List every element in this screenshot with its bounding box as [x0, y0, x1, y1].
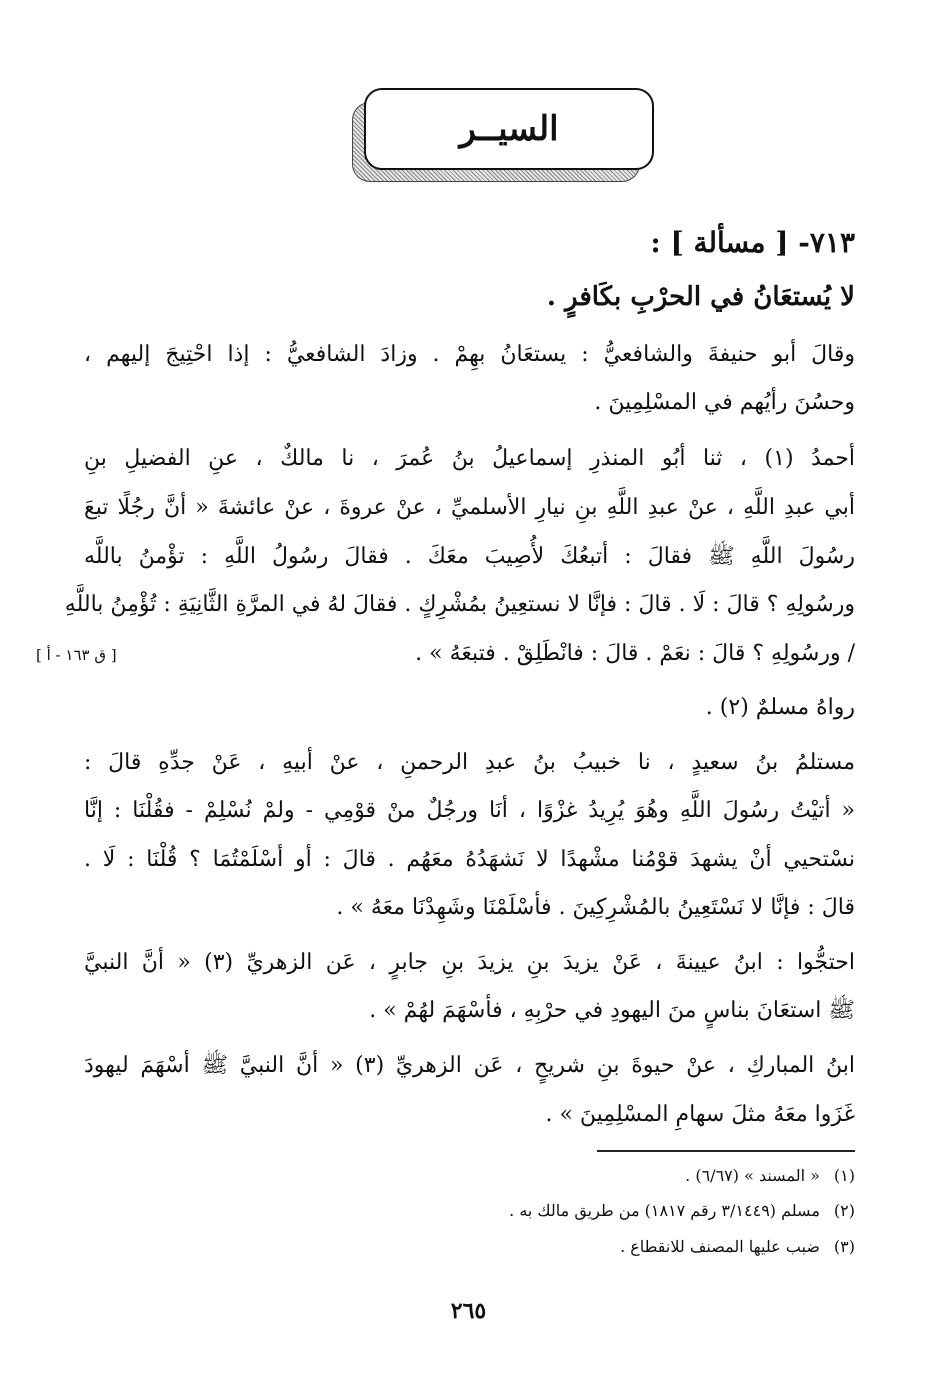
paragraph-line: وقالَ أبو حنيفةَ والشافعيُّ : يستعَانُ بهِمْ . وزادَ الشافعيُّ : إذا احْتِيجَ إليهم ، [84, 342, 855, 367]
paragraph-line: ورسُولِهِ ؟ قالَ : لَا . قالَ : فإنَّا لا نستعِينُ بمُشْرِكٍ . فقالَ لهُ في المرَّةِ الثَّانِيَةِ : تُؤْمِنُ باللَّهِ [64, 592, 855, 617]
paragraph-line: غَزَوا معَهُ مثلَ سهامِ المسْلِمِينَ » . [545, 1102, 855, 1127]
footnote-text: ضبب عليها المصنف للانقطاع . [620, 1237, 820, 1256]
paragraph-line: نسْتحيي أنْ يشهدَ قوْمُنا مشْهدًا لا نَشهَدُهُ معَهُم . قالَ : أو أسْلَمْتُمَا ؟ قُلْنَا : لَا . [84, 847, 855, 872]
paragraph-line: رسُولَ اللَّهِ ﷺ فقالَ : أتبعُكَ لأُصِيبَ معَكَ . فقالَ رسُولُ اللَّهِ : تؤْمنُ باللَّه [84, 544, 855, 569]
footnote [620, 1237, 855, 1256]
footnote-text: مسلم (٣/١٤٤٩ رقم ١٨١٧) من طريق مالك به . [509, 1201, 820, 1220]
paragraph-line: « أتيْتُ رسُولَ اللَّهِ وهُوَ يُرِيدُ غزْوًا ، أنَا ورجُلٌ منْ قوْمِي - ولمْ نُسْلِمْ - فقُلْنَا : إنَّا [84, 798, 855, 823]
issue-heading: ٧١٣- [ مسألة ] : [650, 226, 855, 259]
footnote-number: (٢) [833, 1201, 855, 1220]
paragraph-line: / ورسُولِهِ ؟ قالَ : نعَمْ . قالَ : فانْطَلِقْ . فتبعَهُ » . [415, 641, 855, 666]
issue-ruling: لا يُستعَانُ في الحرْبِ بكَافرٍ . [546, 282, 855, 312]
footnote-number: (١) [833, 1166, 855, 1185]
footnote-separator [597, 1150, 855, 1152]
chapter-title-box [352, 88, 652, 180]
footnote [685, 1166, 855, 1185]
footnote-text: « المسند » (٦/٦٧) . [685, 1166, 820, 1185]
paragraph-line: ﷺ استعَانَ بناسٍ منَ اليهودِ في حرْبِهِ ، فأسْهَمَ لهُمْ » . [369, 998, 855, 1023]
paragraph-line: رواهُ مسلمٌ (٢) . [705, 695, 855, 720]
paragraph-line: أحمدُ (١) ، ثنا أبُو المنذرِ إسماعيلُ بنُ عُمرَ ، نا مالكٌ ، عنِ الفضيلِ بنِ [84, 446, 855, 471]
chapter-title: السيــر [364, 88, 654, 170]
page-number: ٢٦٥ [450, 1298, 487, 1324]
manuscript-margin-note: [ ق ١٦٣ - أ ] [36, 646, 117, 664]
footnote-number: (٣) [833, 1237, 855, 1256]
footnote [509, 1201, 855, 1220]
paragraph-line: احتجُّوا : ابنُ عيينةَ ، عَنْ يزيدَ بنِ يزيدَ بنِ جابرٍ ، عَن الزهريِّ (٣) « أنَّ النبيَّ [84, 950, 855, 975]
paragraph-line: مستلمُ بنُ سعيدٍ ، نا خبيبُ بنُ عبدِ الرحمنِ ، عنْ أبيهِ ، عَنْ جدِّهِ قالَ : [84, 750, 855, 775]
paragraph-line: وحسُنَ رأيُهم في المسْلِمِينَ . [594, 390, 855, 415]
paragraph-line: ابنُ المباركِ ، عنْ حيوةَ بنِ شريحٍ ، عَن الزهريِّ (٣) « أنَّ النبيَّ ﷺ أسْهَمَ ليهودَ [84, 1053, 856, 1078]
paragraph-line: أبي عبدِ اللَّهِ ، عنْ عبدِ اللَّهِ بنِ نيارِ الأسلميِّ ، عنْ عروةَ ، عنْ عائشةَ « أنَّ رجُلًا تبعَ [84, 495, 855, 520]
paragraph-line: قالَ : فإنَّا لا نَسْتَعِينُ بالمُشْرِكِينَ . فأسْلَمْنَا وشَهِدْنَا معَهُ » . [336, 895, 855, 920]
